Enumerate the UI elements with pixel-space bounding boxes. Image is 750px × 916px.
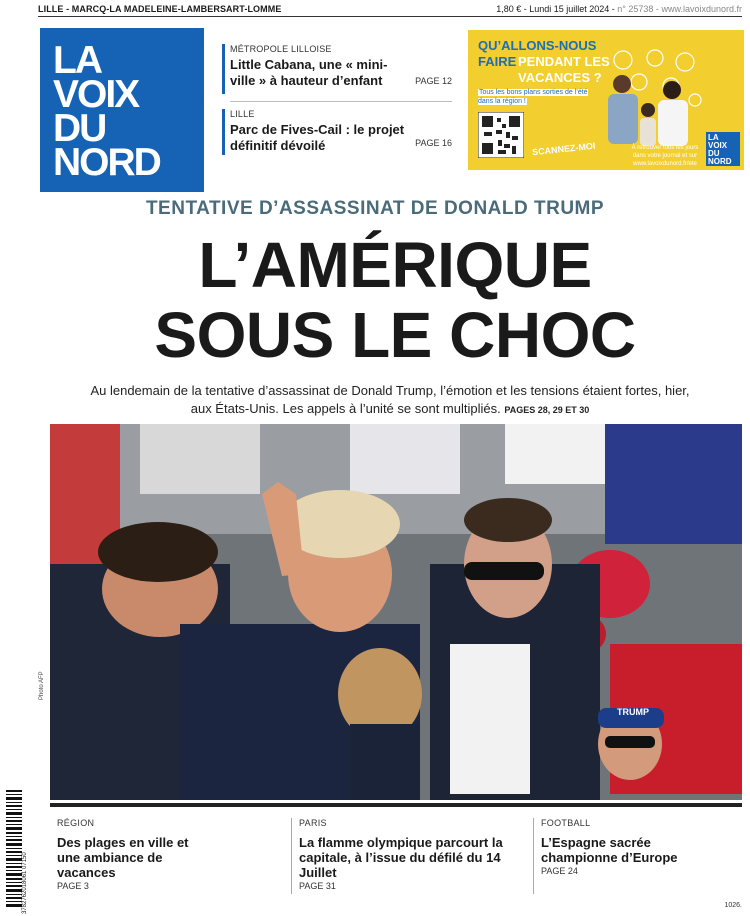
story-region[interactable] <box>57 818 227 891</box>
teaser-accent-bar <box>222 44 225 94</box>
teaser-title: Little Cabana, une « mini-ville » à hauteur d’enfant <box>230 57 388 88</box>
story-page: PAGE 3 <box>57 881 89 891</box>
lead-text: Au lendemain de la tentative d’assassinat de Donald Trump, l’émotion et les tensions étaient fortes, hier, aux États-Unis. Les appels à l’unité se sont multipliés. <box>90 383 690 416</box>
ad-tagline: Tous les bons plans sorties de l’été dans la région ! <box>478 89 588 105</box>
newspaper-logo[interactable] <box>40 28 204 192</box>
teaser-page: PAGE 12 <box>415 76 452 86</box>
ad-mini-logo: LA VOIX DU NORD <box>706 132 740 166</box>
scan-me-label: SCANNEZ-MOI <box>531 140 596 158</box>
kicker: TENTATIVE D’ASSASSINAT DE DONALD TRUMP <box>145 198 605 219</box>
family-photo-icon <box>588 74 698 154</box>
teaser-little-cabana[interactable] <box>222 44 452 94</box>
story-title: La flamme olympique parcourt la capitale, à l’issue du défilé du 14 Juillet <box>299 835 503 880</box>
teaser-divider <box>230 101 452 102</box>
lead-paragraph <box>90 382 690 419</box>
teaser-title: Parc de Fives-Cail : le projet définitif dévoilé <box>230 122 405 153</box>
teaser-page: PAGE 16 <box>415 138 452 148</box>
qr-code-icon[interactable] <box>478 112 524 158</box>
ad-headline-3: PENDANT LES VACANCES ? <box>518 54 610 85</box>
price-date: 1,80 € - Lundi 15 juillet 2024 - <box>496 4 615 14</box>
website-link[interactable]: www.lavoixdunord.fr <box>661 4 742 14</box>
issue-number: n° 25738 - <box>617 4 659 14</box>
story-page: PAGE 24 <box>541 866 578 876</box>
barcode-number: 3782762018061 07150 <box>22 852 28 914</box>
logo-line-3: DU <box>53 107 106 150</box>
footer-code: 1026. <box>724 902 742 909</box>
ad-headline-2: FAIRE <box>478 54 517 69</box>
cap-text: TRUMP <box>617 707 649 717</box>
story-page: PAGE 31 <box>299 881 336 891</box>
story-category: FOOTBALL <box>541 818 591 828</box>
teaser-label: MÉTROPOLE LILLOISE <box>230 44 332 54</box>
editions-list: LILLE - MARCQ-LA MADELEINE-LAMBERSART-LOMME <box>38 4 282 14</box>
logo-line-1: LA <box>53 39 101 82</box>
logo-line-2: VOIX <box>53 73 139 116</box>
story-category: RÉGION <box>57 818 95 828</box>
story-paris[interactable] <box>299 818 504 891</box>
story-football[interactable] <box>541 818 691 876</box>
photo-credit: Photo AFP <box>39 671 45 700</box>
teaser-accent-bar <box>222 109 225 155</box>
headline-line-2: SOUS LE CHOC <box>154 299 636 371</box>
story-separator <box>533 818 534 894</box>
price-date-info <box>496 2 742 16</box>
story-title: Des plages en ville et une ambiance de vacances <box>57 835 189 880</box>
story-title: L’Espagne sacrée championne d’Europe <box>541 835 678 865</box>
ad-headline: QU’ALLONS-NOUS <box>478 38 597 53</box>
main-headline[interactable] <box>0 230 750 370</box>
story-separator <box>291 818 292 894</box>
headline-line-1: L’AMÉRIQUE <box>198 229 592 301</box>
teaser-fives-cail[interactable] <box>222 109 452 155</box>
lead-pages: PAGES 28, 29 ET 30 <box>504 405 590 415</box>
masthead-strip <box>38 2 742 17</box>
story-category: PARIS <box>299 818 327 828</box>
teaser-label: LILLE <box>230 109 255 119</box>
rally-scene-illustration <box>50 424 742 800</box>
photo-divider <box>50 803 742 807</box>
main-photo[interactable] <box>50 424 742 800</box>
ad-details: À retrouver tous les jours dans votre journal et sur www.lavoixdunord.fr/ete <box>631 145 699 167</box>
summer-ad-banner[interactable] <box>468 30 744 170</box>
logo-line-4: NORD <box>53 141 160 184</box>
